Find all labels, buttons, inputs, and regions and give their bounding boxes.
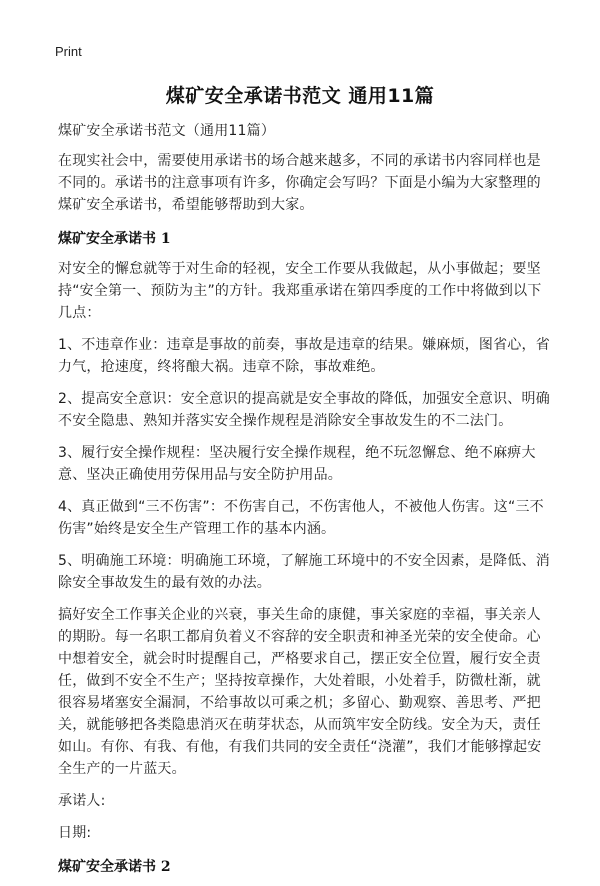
page-title: 煤矿安全承诺书范文 通用11篇 — [165, 85, 435, 107]
document-subtitle: 煤矿安全承诺书范文（通用11篇） — [58, 123, 276, 139]
paragraph-2: 1、不违章作业：违章是事故的前奏，事故是违章的结果。嫌麻烦，图省心，省力气，抢速度，终将酿大祸。违章不除，事故难绝。 — [58, 337, 550, 375]
intro-paragraph: 在现实社会中，需要使用承诺书的场合越来越多，不同的承诺书内容同样也是不同的。承诺书的注意事项有许多，你确定会写吗？下面是小编为大家整理的煤矿安全承诺书，希望能够帮助到大家。 — [58, 153, 541, 213]
paragraph-3: 2、提高安全意识：安全意识的提高就是安全事故的降低，加强安全意识、明确不安全隐患、熟知并落实安全操作规程是消除安全事故发生的不二法门。 — [58, 391, 550, 429]
signer-line: 承诺人: — [58, 793, 106, 809]
document-body — [58, 120, 554, 886]
print-link[interactable]: Print — [55, 44, 82, 59]
paragraph-1: 对安全的懈怠就等于对生命的轻视，安全工作要从我做起，从小事做起；要坚持“安全第一、预防为主”的方针。我郑重承诺在第四季度的工作中将做到以下几点： — [58, 261, 542, 321]
paragraph-5: 4、真正做到“三不伤害”：不伤害自己，不伤害他人，不被他人伤害。这“三不伤害”始终是安全生产管理工作的基本内涵。 — [58, 499, 544, 537]
paragraph-6: 5、明确施工环境：明确施工环境，了解施工环境中的不安全因素，是降低、消除安全事故发生的最有效的办法。 — [58, 553, 550, 591]
section-heading-2: 煤矿安全承诺书 2 — [58, 859, 171, 875]
paragraph-4: 3、履行安全操作规程：坚决履行安全操作规程，绝不玩忽懈怠、绝不麻痹大意、坚决正确使用劳保用品与安全防护用品。 — [58, 445, 536, 483]
section-heading-1: 煤矿安全承诺书 1 — [58, 231, 171, 247]
paragraph-7: 搞好安全工作事关企业的兴衰，事关生命的康健，事关家庭的幸福，事关亲人的期盼。每一名职工都肩负着义不容辞的安全职责和神圣光荣的安全使命。心中想着安全，就会时时提醒自己，严格要求自己，摆正安全位置，履行安全责任，做到不安全不生产；坚持按章操作，大处着眼，小处着手，防微杜渐，就很容易堵塞安全漏洞，不给事故以可乘之机；多留心、勤观察、善思考、严把关，就能够把各类隐患消灭在萌芽状态，从而筑牢安全防线。安全为天，责任如山。有你、有我、有他，有我们共同的安全责任“浇灌”，我们才能够撑起安全生产的一片蓝天。 — [58, 607, 542, 777]
date-line: 日期: — [58, 825, 92, 841]
